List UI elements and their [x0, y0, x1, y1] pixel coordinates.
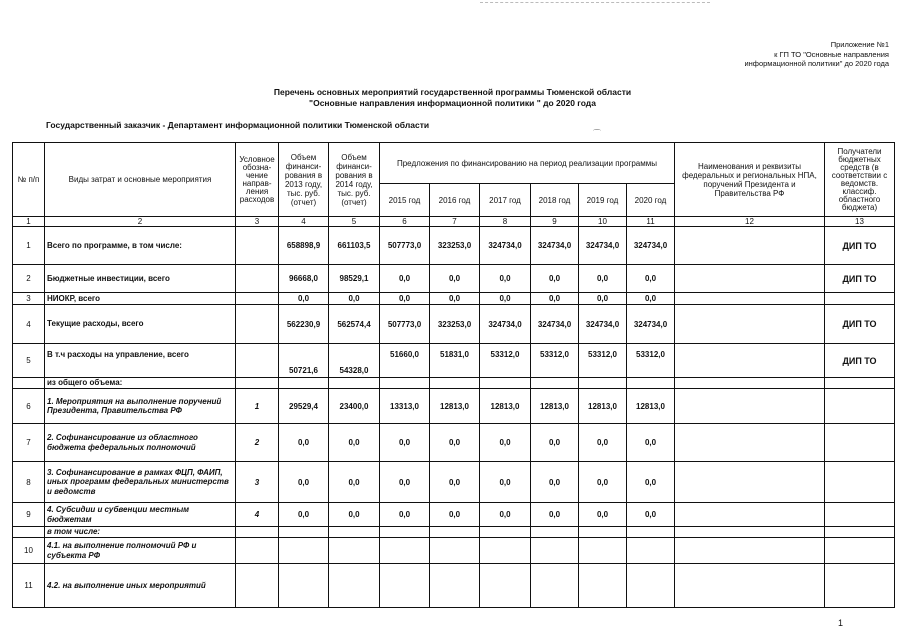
empty-cell	[579, 538, 627, 564]
empty-cell	[675, 527, 825, 538]
value-2017: 324734,0	[480, 227, 531, 265]
empty-cell	[579, 564, 627, 608]
empty-cell	[627, 527, 675, 538]
table-row-subheading	[13, 527, 895, 538]
header-year-2015: 2015 год	[380, 184, 430, 217]
value-2015: 0,0	[380, 503, 430, 527]
row-code	[236, 305, 279, 344]
col-num-11: 11	[627, 217, 675, 227]
budget-table	[12, 142, 895, 608]
value-2019: 0,0	[579, 503, 627, 527]
value-2020: 0,0	[627, 293, 675, 305]
value-2020: 12813,0	[627, 389, 675, 424]
header-kinds: Виды затрат и основные мероприятия	[45, 143, 236, 217]
empty-cell	[825, 538, 895, 564]
page-number: 1	[838, 618, 844, 628]
appendix-line-1: Приложение №1	[830, 40, 889, 49]
table-row	[13, 265, 895, 293]
row-recipient	[825, 424, 895, 462]
value-2016: 0,0	[430, 462, 480, 503]
row-code	[236, 344, 279, 378]
empty-cell	[430, 538, 480, 564]
document-title	[0, 87, 905, 109]
row-recipient	[825, 462, 895, 503]
header-year-2020: 2020 год	[627, 184, 675, 217]
table-row	[13, 564, 895, 608]
col-num-8: 8	[480, 217, 531, 227]
empty-cell	[480, 538, 531, 564]
value-2013: 0,0	[279, 424, 329, 462]
row-code: 4	[236, 503, 279, 527]
empty-cell	[329, 538, 380, 564]
value-2020: 0,0	[627, 503, 675, 527]
table-row	[13, 389, 895, 424]
header-year-2017: 2017 год	[480, 184, 531, 217]
empty-cell	[380, 378, 430, 389]
header-year-2016: 2016 год	[430, 184, 480, 217]
row-recipient: ДИП ТО	[825, 344, 895, 378]
value-2018: 324734,0	[531, 305, 579, 344]
value-2019: 0,0	[579, 293, 627, 305]
empty-cell	[380, 564, 430, 608]
empty-cell	[627, 564, 675, 608]
empty-cell	[329, 527, 380, 538]
scan-mark: ⌒	[593, 129, 601, 138]
value-2013: 562230,9	[279, 305, 329, 344]
value-2020: 324734,0	[627, 227, 675, 265]
value-2019: 0,0	[579, 424, 627, 462]
row-recipient: ДИП ТО	[825, 227, 895, 265]
row-label: Всего по программе, в том числе:	[45, 227, 236, 265]
value-2020: 324734,0	[627, 305, 675, 344]
value-2015: 51660,0	[380, 344, 430, 378]
row-label: Бюджетные инвестиции, всего	[45, 265, 236, 293]
value-2018: 0,0	[531, 265, 579, 293]
header-recipients: Получатели бюджетных средств (в соответствии с ведомств. классиф. областного бюджета)	[825, 143, 895, 217]
table-row	[13, 462, 895, 503]
value-2018: 0,0	[531, 462, 579, 503]
value-2016: 12813,0	[430, 389, 480, 424]
row-label: Текущие расходы, всего	[45, 305, 236, 344]
row-npa	[675, 462, 825, 503]
header-volume-2014: Объем финанси-рования в 2014 году, тыс. руб. (отчет)	[329, 143, 380, 217]
row-label: НИОКР, всего	[45, 293, 236, 305]
value-2014: 0,0	[329, 293, 380, 305]
row-npa	[675, 227, 825, 265]
empty-cell	[825, 527, 895, 538]
value-2013: 0,0	[279, 293, 329, 305]
value-2013: 96668,0	[279, 265, 329, 293]
row-recipient	[825, 503, 895, 527]
row-label: 4. Субсидии и субвенции местным бюджетам	[45, 503, 236, 527]
empty-cell	[579, 378, 627, 389]
empty-cell	[675, 378, 825, 389]
row-label: из общего объема:	[45, 378, 236, 389]
table-row	[13, 227, 895, 265]
empty-cell	[279, 527, 329, 538]
empty-cell	[236, 378, 279, 389]
empty-cell	[627, 378, 675, 389]
empty-cell	[627, 538, 675, 564]
column-numbers-row	[13, 217, 895, 227]
value-2018: 0,0	[531, 424, 579, 462]
row-code: 3	[236, 462, 279, 503]
value-2014: 0,0	[329, 424, 380, 462]
table-row	[13, 305, 895, 344]
row-num: 3	[13, 293, 45, 305]
empty-cell	[480, 564, 531, 608]
empty-cell	[480, 378, 531, 389]
col-num-7: 7	[430, 217, 480, 227]
row-npa	[675, 293, 825, 305]
value-2013: 658898,9	[279, 227, 329, 265]
empty-cell	[531, 564, 579, 608]
table-row	[13, 503, 895, 527]
title-line-1: Перечень основных мероприятий государственной программы Тюменской области	[273, 87, 632, 97]
value-2017: 0,0	[480, 265, 531, 293]
value-2017: 0,0	[480, 293, 531, 305]
row-code	[236, 227, 279, 265]
header-year-2019: 2019 год	[579, 184, 627, 217]
empty-cell	[531, 538, 579, 564]
value-2018: 12813,0	[531, 389, 579, 424]
value-2013: 50721,6	[279, 344, 329, 378]
row-code	[236, 265, 279, 293]
header-npa: Наименования и реквизиты федеральных и региональных НПА, поручений Президента и Правительства РФ	[675, 143, 825, 217]
value-2016: 0,0	[430, 293, 480, 305]
value-2015: 507773,0	[380, 305, 430, 344]
value-2016: 323253,0	[430, 227, 480, 265]
row-num: 6	[13, 389, 45, 424]
row-npa	[675, 305, 825, 344]
value-2014: 661103,5	[329, 227, 380, 265]
value-2016: 0,0	[430, 503, 480, 527]
empty-cell	[480, 527, 531, 538]
value-2017: 324734,0	[480, 305, 531, 344]
row-recipient: ДИП ТО	[825, 265, 895, 293]
empty-cell	[380, 538, 430, 564]
empty-cell	[579, 527, 627, 538]
value-2019: 324734,0	[579, 305, 627, 344]
value-2014: 0,0	[329, 462, 380, 503]
empty-cell	[279, 564, 329, 608]
value-2019: 324734,0	[579, 227, 627, 265]
empty-cell	[380, 527, 430, 538]
empty-cell	[279, 378, 329, 389]
value-2020: 0,0	[627, 462, 675, 503]
empty-cell	[531, 378, 579, 389]
empty-cell	[13, 378, 45, 389]
row-npa	[675, 344, 825, 378]
value-2019: 53312,0	[579, 344, 627, 378]
value-2015: 0,0	[380, 424, 430, 462]
value-2018: 0,0	[531, 293, 579, 305]
value-2019: 0,0	[579, 265, 627, 293]
row-label: 3. Софинансирование в рамках ФЦП, ФАИП, иных программ федеральных министерств и ведомств	[45, 462, 236, 503]
value-2020: 0,0	[627, 424, 675, 462]
empty-cell	[279, 538, 329, 564]
value-2014: 54328,0	[329, 344, 380, 378]
row-num: 1	[13, 227, 45, 265]
table-row	[13, 344, 895, 378]
row-label: 2. Софинансирование из областного бюджета федеральных полномочий	[45, 424, 236, 462]
value-2019: 0,0	[579, 462, 627, 503]
value-2013: 29529,4	[279, 389, 329, 424]
value-2018: 53312,0	[531, 344, 579, 378]
value-2014: 98529,1	[329, 265, 380, 293]
row-code: 1	[236, 389, 279, 424]
row-label: В т.ч расходы на управление, всего	[45, 344, 236, 378]
appendix-line-3: информационной политики" до 2020 года	[744, 59, 889, 69]
state-customer: Государственный заказчик - Департамент информационной политики Тюменской области	[46, 120, 430, 130]
row-num: 5	[13, 344, 45, 378]
row-recipient	[825, 389, 895, 424]
value-2013: 0,0	[279, 462, 329, 503]
value-2017: 53312,0	[480, 344, 531, 378]
row-npa	[675, 265, 825, 293]
row-label: 4.1. на выполнение полномочий РФ и субъекта РФ	[45, 538, 236, 564]
row-label: 4.2. на выполнение иных мероприятий	[45, 564, 236, 608]
col-num-9: 9	[531, 217, 579, 227]
appendix-line-2: к ГП ТО "Основные направления	[774, 49, 889, 59]
header-row	[13, 143, 895, 184]
row-recipient	[825, 293, 895, 305]
value-2017: 12813,0	[480, 389, 531, 424]
col-num-1: 1	[13, 217, 45, 227]
value-2019: 12813,0	[579, 389, 627, 424]
value-2014: 23400,0	[329, 389, 380, 424]
row-npa	[675, 503, 825, 527]
col-num-12: 12	[675, 217, 825, 227]
row-num: 8	[13, 462, 45, 503]
value-2014: 562574,4	[329, 305, 380, 344]
row-num: 11	[13, 564, 45, 608]
empty-cell	[825, 378, 895, 389]
empty-cell	[825, 564, 895, 608]
row-npa	[675, 424, 825, 462]
value-2015: 507773,0	[380, 227, 430, 265]
col-num-3: 3	[236, 217, 279, 227]
col-num-2: 2	[45, 217, 236, 227]
row-num: 2	[13, 265, 45, 293]
value-2017: 0,0	[480, 462, 531, 503]
empty-cell	[675, 538, 825, 564]
row-code: 2	[236, 424, 279, 462]
empty-cell	[675, 564, 825, 608]
row-num: 7	[13, 424, 45, 462]
value-2013: 0,0	[279, 503, 329, 527]
top-scan-rule	[480, 2, 710, 3]
value-2018: 0,0	[531, 503, 579, 527]
empty-cell	[329, 564, 380, 608]
row-num: 4	[13, 305, 45, 344]
value-2018: 324734,0	[531, 227, 579, 265]
value-2017: 0,0	[480, 503, 531, 527]
header-num: № п/п	[13, 143, 45, 217]
row-code	[236, 293, 279, 305]
row-label: в том числе:	[45, 527, 236, 538]
table-row	[13, 538, 895, 564]
row-npa	[675, 389, 825, 424]
empty-cell	[236, 564, 279, 608]
col-num-6: 6	[380, 217, 430, 227]
appendix-note	[744, 40, 889, 69]
header-proposals: Предложения по финансированию на период реализации программы	[380, 143, 675, 184]
value-2016: 51831,0	[430, 344, 480, 378]
header-year-2018: 2018 год	[531, 184, 579, 217]
col-num-4: 4	[279, 217, 329, 227]
value-2017: 0,0	[480, 424, 531, 462]
header-code: Условное обозна-чение направ-ления расходов	[236, 143, 279, 217]
value-2015: 13313,0	[380, 389, 430, 424]
value-2016: 323253,0	[430, 305, 480, 344]
empty-cell	[531, 527, 579, 538]
value-2015: 0,0	[380, 293, 430, 305]
value-2020: 53312,0	[627, 344, 675, 378]
value-2016: 0,0	[430, 265, 480, 293]
empty-cell	[430, 527, 480, 538]
empty-cell	[236, 527, 279, 538]
header-volume-2013: Объем финанси-рования в 2013 году, тыс. руб. (отчет)	[279, 143, 329, 217]
value-2015: 0,0	[380, 265, 430, 293]
empty-cell	[329, 378, 380, 389]
col-num-10: 10	[579, 217, 627, 227]
table-row-subheading	[13, 378, 895, 389]
row-recipient: ДИП ТО	[825, 305, 895, 344]
value-2015: 0,0	[380, 462, 430, 503]
empty-cell	[430, 378, 480, 389]
empty-cell	[236, 538, 279, 564]
empty-cell	[430, 564, 480, 608]
col-num-13: 13	[825, 217, 895, 227]
value-2014: 0,0	[329, 503, 380, 527]
value-2016: 0,0	[430, 424, 480, 462]
row-label: 1. Мероприятия на выполнение поручений Президента, Правительства РФ	[45, 389, 236, 424]
table-row	[13, 293, 895, 305]
row-num: 9	[13, 503, 45, 527]
table-row	[13, 424, 895, 462]
value-2020: 0,0	[627, 265, 675, 293]
title-line-2: "Основные направления информационной политики " до 2020 года	[309, 98, 596, 108]
col-num-5: 5	[329, 217, 380, 227]
row-num: 10	[13, 538, 45, 564]
empty-cell	[13, 527, 45, 538]
